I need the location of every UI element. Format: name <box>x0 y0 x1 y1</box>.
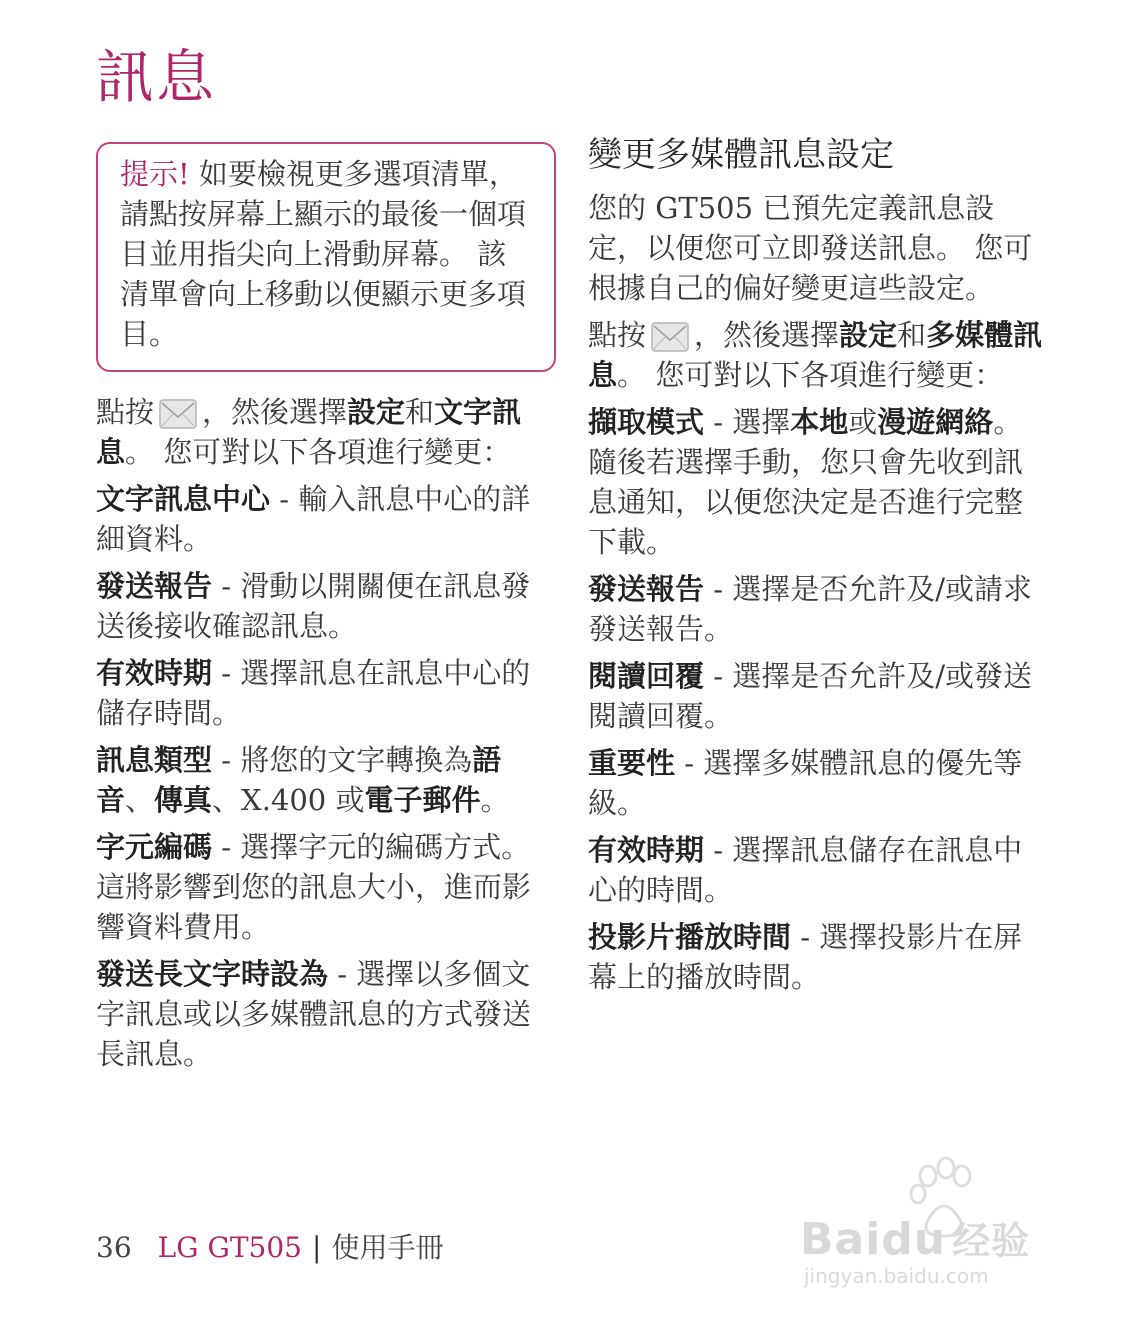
left-column <box>96 392 551 1081</box>
setting-term: 有效時期 <box>588 833 705 867</box>
setting-desc: - 滑動以開關便在訊息發送後接收確認訊息。 <box>96 569 531 643</box>
watermark-brand-cn: 经验 <box>952 1219 1031 1263</box>
model-name: LG GT505 <box>157 1231 302 1264</box>
setting-term: 發送報告 <box>588 572 705 606</box>
right-intro <box>588 315 1043 395</box>
setting-item <box>96 954 551 1074</box>
right-column <box>588 130 1043 1004</box>
intro-pre: 點按 <box>96 395 155 429</box>
option-local: 本地 <box>790 405 849 439</box>
setting-term: 重要性 <box>588 746 676 780</box>
setting-desc: - 選擇多媒體訊息的優先等級。 <box>588 746 1023 820</box>
right-intro-text: 您的 GT505 已預先定義訊息設定，以便您可立即發送訊息。 您可根據自己的偏好變更這些設定。 <box>588 191 1033 305</box>
intro-and: 和 <box>897 318 927 352</box>
option-or: 或 <box>848 405 878 439</box>
option-fax: 傳真 <box>154 783 213 817</box>
setting-item <box>588 569 1043 649</box>
tip-text: 如要檢視更多選項清單，請點按屏幕上顯示的最後一個項目並用指尖向上滑動屏幕。 該清單會向上移動以便顯示更多項目。 <box>120 157 527 351</box>
setting-term: 發送報告 <box>96 569 213 603</box>
intro-settings: 設定 <box>347 395 406 429</box>
setting-desc: - 選擇是否允許及/或發送閱讀回覆。 <box>588 659 1033 733</box>
setting-item <box>96 566 551 646</box>
left-intro <box>96 392 551 472</box>
envelope-icon <box>650 319 690 355</box>
page-title: 訊息 <box>96 43 217 111</box>
setting-term: 發送長文字時設為 <box>96 957 329 991</box>
setting-term: 擷取模式 <box>588 405 705 439</box>
intro-pre: 點按 <box>588 318 647 352</box>
setting-item <box>96 479 551 559</box>
setting-term: 投影片播放時間 <box>588 920 792 954</box>
setting-desc: - 將您的文字轉換為 <box>212 743 473 777</box>
tip-box <box>96 142 556 372</box>
option-sep: 、 <box>125 783 155 817</box>
manual-label: 使用手冊 <box>331 1231 444 1264</box>
intro-post: 。 您可對以下各項進行變更： <box>125 435 512 469</box>
setting-item <box>588 917 1043 997</box>
option-end: 。 <box>480 783 510 817</box>
intro-mid: ，然後選擇 <box>694 318 840 352</box>
footer-separator: | <box>312 1231 322 1264</box>
setting-desc: - 選擇 <box>704 405 791 439</box>
page-number: 36 <box>96 1231 132 1264</box>
setting-term: 有效時期 <box>96 656 213 690</box>
setting-desc: - 選擇以多個文字訊息或以多媒體訊息的方式發送長訊息。 <box>96 957 532 1071</box>
option-voice: 語音 <box>96 743 502 817</box>
setting-item <box>588 830 1043 910</box>
setting-desc: - 選擇投影片在屏幕上的播放時間。 <box>588 920 1023 994</box>
intro-and: 和 <box>405 395 435 429</box>
setting-term: 文字訊息中心 <box>96 482 271 516</box>
tip-label: 提示! <box>120 157 190 191</box>
option-email: 電子郵件 <box>364 783 481 817</box>
watermark-brand: Baidu 经验 <box>800 1214 1031 1265</box>
setting-item-retrieve <box>588 402 1043 562</box>
page-footer <box>96 1226 443 1266</box>
setting-item-message-type <box>96 740 551 820</box>
setting-desc: - 選擇訊息儲存在訊息中心的時間。 <box>588 833 1023 907</box>
intro-text-message: 文字訊息 <box>96 395 522 469</box>
intro-post: 。 您可對以下各項進行變更： <box>617 358 1004 392</box>
setting-item <box>96 653 551 733</box>
watermark-url: jingyan.baidu.com <box>804 1264 989 1288</box>
setting-item <box>588 743 1043 823</box>
setting-term: 閱讀回覆 <box>588 659 705 693</box>
intro-settings: 設定 <box>839 318 898 352</box>
section-heading: 變更多媒體訊息設定 <box>588 135 894 175</box>
setting-desc-rest: 。隨後若選擇手動，您只會先收到訊息通知，以便您決定是否進行完整下載。 <box>588 405 1024 559</box>
setting-item <box>588 656 1043 736</box>
option-roaming: 漫遊網絡 <box>877 405 994 439</box>
setting-desc: - 選擇字元的編碼方式。這將影響到您的訊息大小，進而影響資料費用。 <box>96 830 532 944</box>
envelope-icon <box>158 396 198 432</box>
intro-multimedia-message: 多媒體訊息 <box>588 318 1043 392</box>
setting-desc: - 輸入訊息中心的詳細資料。 <box>96 482 531 556</box>
setting-desc: - 選擇是否允許及/或請求發送報告。 <box>588 572 1033 646</box>
setting-term: 字元編碼 <box>96 830 213 864</box>
baidu-watermark <box>800 1150 1070 1290</box>
option-sep: 、X.400 或 <box>212 783 365 817</box>
setting-desc: - 選擇訊息在訊息中心的儲存時間。 <box>96 656 531 730</box>
intro-mid: ，然後選擇 <box>202 395 348 429</box>
setting-term: 訊息類型 <box>96 743 213 777</box>
setting-item <box>96 827 551 947</box>
